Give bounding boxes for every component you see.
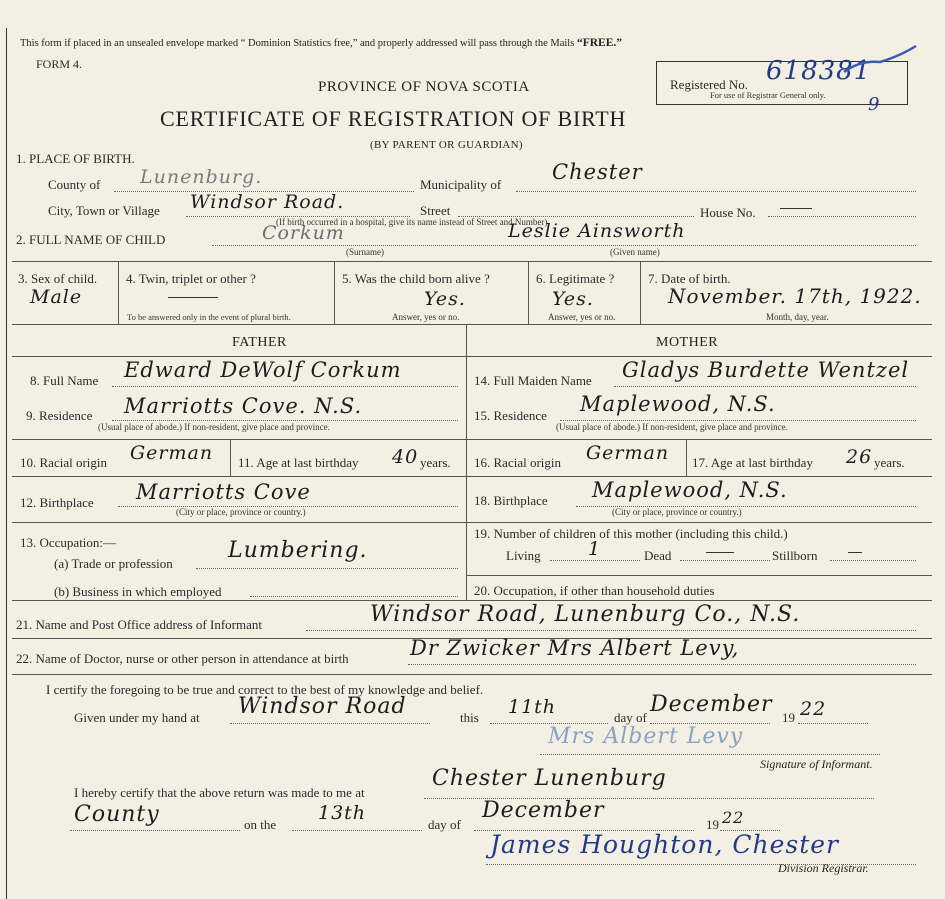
row3-divider-1	[118, 261, 119, 324]
alive-label: 5. Was the child born alive ?	[342, 271, 490, 286]
child-given-name: Leslie Ainsworth	[508, 220, 686, 242]
mother-racial-label: 16. Racial origin	[474, 455, 562, 470]
mother-residence-note: (Usual place of abode.) If non-resident, give place and province.	[556, 422, 788, 432]
hospital-note: (If birth occurred in a hospital, give its name instead of Street and Number)	[276, 217, 548, 227]
row3-divider-2	[334, 261, 335, 324]
check-mark-icon	[840, 42, 920, 82]
given-label: Given under my hand at	[74, 710, 200, 725]
living-label: Living	[506, 548, 541, 563]
row3-divider-4	[640, 261, 641, 324]
father-birthplace-value: Marriotts Cove	[136, 480, 311, 504]
father-racial-value: German	[130, 442, 214, 464]
registrar-place: Chester Lunenburg	[432, 766, 667, 791]
registrar-county: County	[74, 802, 160, 827]
street-label: Street	[420, 203, 451, 218]
left-border	[6, 28, 7, 899]
alive-value: Yes.	[424, 288, 466, 310]
informant-value: Windsor Road, Lunenburg Co., N.S.	[370, 602, 801, 627]
house-dash	[780, 208, 812, 209]
twin-dash	[168, 297, 218, 298]
registrar-statement: I hereby certify that the above return was made to me at	[74, 785, 365, 800]
stillborn-dash	[848, 552, 862, 553]
father-birthplace-label: 12. Birthplace	[20, 495, 94, 510]
registrar-year-prefix: 19	[706, 817, 719, 832]
mother-birthplace-label: 18. Birthplace	[474, 493, 548, 508]
children-rule	[466, 575, 932, 576]
sex-value: Male	[30, 286, 83, 308]
informant-caption: Signature of Informant.	[760, 757, 873, 771]
mother-age-label: 17. Age at last birthday	[692, 455, 813, 470]
father-residence-line	[112, 420, 458, 421]
surname-caption: (Surname)	[346, 247, 384, 257]
stillborn-line	[830, 560, 916, 561]
father-age-divider	[230, 439, 231, 476]
registrar-day: 13th	[318, 802, 367, 824]
dead-label: Dead	[644, 548, 672, 563]
doctor-bottom-rule	[12, 674, 932, 675]
date-label: 7. Date of birth.	[648, 271, 731, 286]
date-note: Month, day, year.	[766, 312, 829, 322]
row3-bottom-rule	[12, 324, 932, 325]
row3-top-rule	[12, 261, 932, 262]
twin-note: To be answered only in the event of plural birth.	[127, 312, 291, 322]
mother-birthplace-value: Maplewood, N.S.	[592, 478, 788, 502]
this-label: this	[460, 710, 479, 725]
father-trade-value: Lumbering.	[228, 538, 368, 563]
given-caption: (Given name)	[610, 247, 660, 257]
mail-notice-text: This form if placed in an unsealed envelope marked “ Dominion Statistics free,” and properly addressed will pass through the Mails	[20, 38, 575, 49]
registered-number: 618381	[766, 56, 872, 86]
legitimate-note: Answer, yes or no.	[548, 312, 616, 322]
father-age-years: years.	[420, 455, 451, 470]
registrar-day-line	[292, 830, 422, 831]
legitimate-label: 6. Legitimate ?	[536, 271, 615, 286]
father-birthplace-rule	[12, 522, 466, 523]
house-label: House No.	[700, 205, 756, 220]
mail-notice-free: “FREE.”	[576, 37, 622, 49]
registrar-month: December	[482, 798, 605, 823]
child-name-line	[212, 245, 916, 246]
county-value: Lunenburg.	[140, 166, 263, 188]
mother-heading: MOTHER	[656, 335, 719, 350]
father-name-value: Edward DeWolf Corkum	[124, 358, 402, 382]
given-year-line	[798, 723, 868, 724]
certification-statement: I certify the foregoing to be true and correct to the best of my knowledge and belief.	[46, 682, 484, 697]
mother-occupation-label: 20. Occupation, if other than household duties	[474, 583, 715, 598]
doctor-value: Dr Zwicker Mrs Albert Levy,	[410, 636, 740, 660]
place-of-birth-label: 1. PLACE OF BIRTH.	[16, 151, 135, 166]
row3-divider-3	[528, 261, 529, 324]
day-of-label: day of	[614, 710, 647, 725]
father-trade-label: (a) Trade or profession	[54, 556, 173, 571]
date-value: November. 17th, 1922.	[668, 284, 922, 308]
registrar-county-line	[70, 830, 240, 831]
page-subtitle: (BY PARENT OR GUARDIAN)	[370, 139, 523, 151]
sex-label: 3. Sex of child.	[18, 271, 98, 286]
father-age-value: 40	[392, 446, 419, 468]
children-label: 19. Number of children of this mother (including this child.)	[474, 526, 788, 541]
city-value: Windsor Road.	[190, 191, 345, 213]
province-heading: PROVINCE OF NOVA SCOTIA	[318, 79, 530, 95]
twin-label: 4. Twin, triplet or other ?	[126, 271, 256, 286]
dead-line	[680, 560, 770, 561]
mail-notice	[20, 38, 622, 50]
father-residence-note: (Usual place of abode.) If non-resident, give place and province.	[98, 422, 330, 432]
municipality-label: Municipality of	[420, 177, 502, 192]
informant-signature: Mrs Albert Levy	[548, 724, 744, 749]
given-month: December	[650, 692, 773, 717]
father-name-label: 8. Full Name	[30, 373, 99, 388]
mother-residence-label: 15. Residence	[474, 408, 547, 423]
father-heading: FATHER	[232, 335, 287, 350]
registrar-signature: James Houghton, Chester	[490, 830, 840, 859]
mother-birthplace-note: (City or place, province or country.)	[612, 507, 742, 517]
mother-age-value: 26	[846, 446, 873, 468]
living-line	[550, 560, 640, 561]
given-place: Windsor Road	[238, 694, 407, 719]
dead-dash	[706, 552, 734, 553]
city-label: City, Town or Village	[48, 203, 160, 218]
registered-note: For use of Registrar General only.	[710, 90, 826, 100]
father-age-label: 11. Age at last birthday	[238, 455, 359, 470]
father-residence-value: Marriotts Cove. N.S.	[124, 394, 363, 418]
registrar-day-of-label: day of	[428, 817, 461, 832]
doctor-line	[408, 664, 916, 665]
father-racial-label: 10. Racial origin	[20, 455, 108, 470]
parents-heading-rule	[12, 356, 932, 357]
mother-age-years: years.	[874, 455, 905, 470]
legitimate-value: Yes.	[552, 288, 594, 310]
living-value: 1	[588, 538, 602, 560]
father-residence-label: 9. Residence	[26, 408, 93, 423]
given-year-prefix: 19	[782, 710, 795, 725]
doctor-label: 22. Name of Doctor, nurse or other person in attendance at birth	[16, 651, 349, 666]
page-title: CERTIFICATE OF REGISTRATION OF BIRTH	[160, 106, 627, 131]
municipality-line	[516, 191, 916, 192]
mother-name-line	[614, 386, 916, 387]
mother-racial-value: German	[586, 442, 670, 464]
municipality-value: Chester	[552, 160, 643, 184]
father-business-line	[250, 596, 458, 597]
alive-note: Answer, yes or no.	[392, 312, 460, 322]
stillborn-label: Stillborn	[772, 548, 818, 563]
informant-signature-line	[540, 754, 880, 755]
mother-birthplace-rule	[466, 522, 932, 523]
father-racial-rule	[12, 476, 466, 477]
registrar-caption: Division Registrar.	[778, 861, 869, 875]
given-day: 11th	[508, 696, 557, 718]
informant-label: 21. Name and Post Office address of Informant	[16, 617, 262, 632]
father-name-line	[112, 386, 458, 387]
registrar-on-label: on the	[244, 817, 277, 832]
father-business-label: (b) Business in which employed	[54, 584, 222, 599]
registrar-year: 22	[722, 808, 745, 827]
given-year: 22	[800, 698, 827, 720]
parents-divider	[466, 324, 467, 600]
father-trade-line	[196, 568, 458, 569]
mother-racial-rule	[466, 476, 932, 477]
child-surname: Corkum	[262, 222, 345, 244]
mother-residence-line	[560, 420, 916, 421]
given-place-line	[230, 723, 430, 724]
form-number: FORM 4.	[36, 57, 83, 71]
mother-name-label: 14. Full Maiden Name	[474, 373, 592, 388]
mother-residence-rule	[466, 439, 932, 440]
father-birthplace-note: (City or place, province or country.)	[176, 507, 306, 517]
informant-top-rule	[12, 600, 932, 601]
mother-age-divider	[686, 439, 687, 476]
county-label: County of	[48, 177, 101, 192]
mother-residence-value: Maplewood, N.S.	[580, 392, 776, 416]
registered-label: Registered No.	[670, 77, 748, 92]
father-occupation-label: 13. Occupation:—	[20, 535, 117, 550]
mother-name-value: Gladys Burdette Wentzel	[622, 358, 910, 382]
informant-line	[306, 630, 916, 631]
house-line	[768, 216, 916, 217]
corner-mark: 9	[868, 94, 881, 115]
child-name-label: 2. FULL NAME OF CHILD	[16, 232, 166, 247]
father-residence-rule	[12, 439, 466, 440]
